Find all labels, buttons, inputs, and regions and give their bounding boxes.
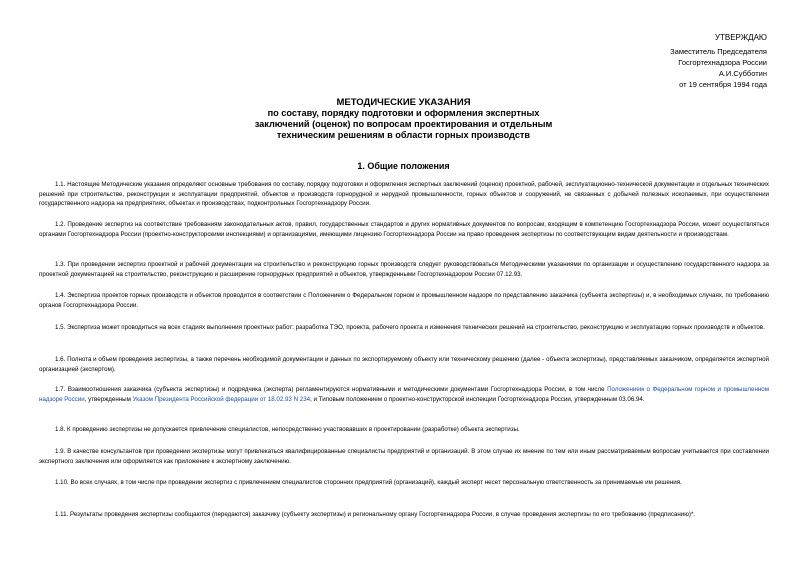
paragraph-1-7-text-c: , и Типовым положением о проектно-конструкторской инспекции Госгортехнадзора России, утвержденным 03.06.94. bbox=[310, 395, 645, 403]
approval-heading: УТВЕРЖДАЮ bbox=[714, 33, 767, 42]
paragraph-1-4: 1.4. Экспертиза проектов горных производств и объектов проводится в соответствии с Положением о Федеральном горном и промышленном надзоре по представлению заказчика (субъекта экспертизы) и, в необходимых случаях, по требованию органов Госгортехнадзора России. bbox=[39, 292, 769, 309]
regulation-link[interactable]: Положением о Федеральном горном и промышленном надзоре России bbox=[39, 386, 769, 403]
document-title bbox=[0, 97, 807, 141]
paragraph-1-7-text-a: 1.7. Взаимоотношения заказчика (субъекта экспертизы) и подрядчика (эксперта) регламентируются нормативными и методическими документами Госгортехнадзора России, в том числе bbox=[55, 386, 608, 393]
paragraph-1-7 bbox=[39, 385, 769, 404]
approval-position: Заместитель Председателя bbox=[670, 47, 767, 56]
approval-date: от 19 сентября 1994 года bbox=[679, 80, 767, 89]
paragraph-1-11: 1.11. Результаты проведения экспертизы сообщаются (передаются) заказчику (субъекту экспертизы) и региональному органу Госгортехнадзора России, в случае проведения экспертизы по его требованию (предписанию)*. bbox=[55, 511, 696, 518]
paragraph-1-1: 1.1. Настоящие Методические указания определяют основные требования по составу, порядку подготовки и оформления экспертных заключений (оценок) проектной, рабочей, эксплуатационно-технической документации и отдельных технических решений при строительстве, реконструкции и эксплуатации предприятий, объектов и производств горнорудной и нерудной промышленности, горных объектов и сооружений, не связанных с добычей полезных ископаемых, при осуществлении государственного надзора на предприятиях, объектах и производствах, подконтрольных Госгортехнадзору России. bbox=[39, 181, 769, 208]
paragraph-1-10: 1.10. Во всех случаях, в том числе при проведении экспертиз с привлечением специалистов сторонних предприятий (организаций), каждый эксперт несет персональную ответственность за принимаемые им решения. bbox=[55, 479, 682, 486]
approval-signatory: А.И.Субботин bbox=[718, 69, 767, 78]
paragraph-1-7-text-b: , утвержденным bbox=[84, 395, 133, 403]
paragraph-1-9: 1.9. В качестве консультантов при проведении экспертизы могут привлекаться квалифицированные специалисты предприятий и организаций. В этом случае их мнение по тем или иным рассматриваемым вопросам учитывается при составлении экспертного заключения или оформляется как приложение к экспертному заключению. bbox=[39, 448, 769, 465]
title-line-4: техническим решениям в области горных производств bbox=[276, 130, 531, 140]
title-line-3: заключений (оценок) по вопросам проектирования и отдельным bbox=[254, 119, 553, 129]
approval-block bbox=[670, 32, 767, 90]
paragraph-1-2: 1.2. Проведение экспертиз на соответствие требованиям законодательных актов, правил, государственных стандартов и других нормативных документов по вопросам, входящим в компетенцию Госгортехнадзора России, может осуществляться органами Госгортехнадзора России (проектно-конструкторскими инспекциями) и организациями, имеющими лицензию Госгортехнадзора России на право проведения экспертизы по соответствующим видам деятельности и производствам. bbox=[39, 221, 769, 238]
approval-organization: Госгортехнадзора России bbox=[678, 58, 767, 67]
paragraph-1-5: 1.5. Экспертиза может проводиться на всех стадиях выполнения проектных работ: разработка ТЭО, проекта, рабочего проекта и изменения технических решений на строительство, реконструкцию и эксплуатацию горных производств и объектов. bbox=[55, 324, 765, 331]
title-line-1: МЕТОДИЧЕСКИЕ УКАЗАНИЯ bbox=[336, 97, 471, 108]
section-heading: 1. Общие положения bbox=[357, 161, 450, 171]
paragraph-1-6: 1.6. Полнота и объем проведения экспертизы, а также перечень необходимой документации и данных по экспортируемому объекту или техническому решению (далее - объекта экспертизы), представляемых заказчиком, определяется экспертной организацией (экспертом). bbox=[39, 356, 769, 373]
paragraph-1-8: 1.8. К проведению экспертизы не допускается привлечение специалистов, непосредственно участвовавших в проектировании (разработке) объекта экспертизы. bbox=[55, 426, 520, 433]
title-line-2: по составу, порядку подготовки и оформления экспертных bbox=[267, 108, 540, 118]
decree-link[interactable]: Указом Президента Российской федерации от 18.02.93 N 234 bbox=[132, 395, 311, 403]
paragraph-1-3: 1.3. При проведении экспертиз проектной и рабочей документации на строительство и реконструкцию горных производств следует руководствоваться Методическими указаниями по организации и осуществлению государственного надзора за проектной документацией на строительство, реконструкцию и расширение горнорудных предприятий и объектов, утвержденными Госгортехнадзором России 07.12.93. bbox=[39, 261, 769, 278]
